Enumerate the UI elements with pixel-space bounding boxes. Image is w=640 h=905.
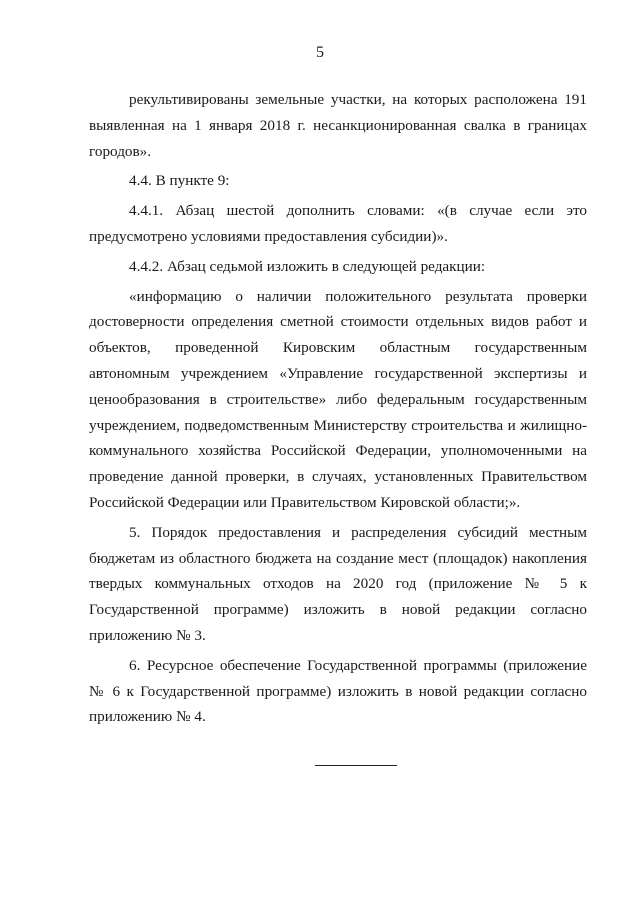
paragraph-6: 6. Ресурсное обеспечение Государственной программы (приложение № 6 к Государственной программе) изложить в новой редакции согласно приложению № 4. bbox=[89, 656, 587, 726]
paragraph-4-4-2: 4.4.2. Абзац седьмой изложить в следующей редакции: bbox=[129, 257, 486, 275]
paragraph-continuation: рекультивированы земельные участки, на которых расположена 191 выявленная на 1 января 2018 г. несанкционированная свалка в границах городов». bbox=[89, 91, 587, 160]
paragraph-4-4: 4.4. В пункте 9: bbox=[129, 172, 230, 190]
paragraph-quoted-text: «информацию о наличии положительного результата проверки достоверности определения сметной стоимости отдельных видов работ и объектов, проведенной Кировским областным государственным автономным учреждением «Управление государственной экспертизы и ценообразования в строительстве» либо федеральным государственным учреждением, подведомственным Министерству строительства и жилищно-коммунального хозяйства Российской Федерации, уполномоченными на проведение данной проверки, в случаях, установленных Правительством Российской Федерации или Правительством Кировской области;». bbox=[89, 287, 587, 511]
paragraph-5: 5. Порядок предоставления и распределения субсидий местным бюджетам из областного бюджета на создание мест (площадок) накопления твердых коммунальных отходов на 2020 год (приложение № 5 к Государственной программе) изложить в новой редакции согласно приложению № 3. bbox=[89, 523, 587, 644]
paragraph-4-4-1: 4.4.1. Абзац шестой дополнить словами: «(в случае если это предусмотрено условиями предоставления субсидии)». bbox=[89, 202, 587, 245]
page-number: 5 bbox=[316, 44, 324, 61]
end-divider-line bbox=[315, 765, 397, 766]
document-body bbox=[89, 87, 587, 730]
